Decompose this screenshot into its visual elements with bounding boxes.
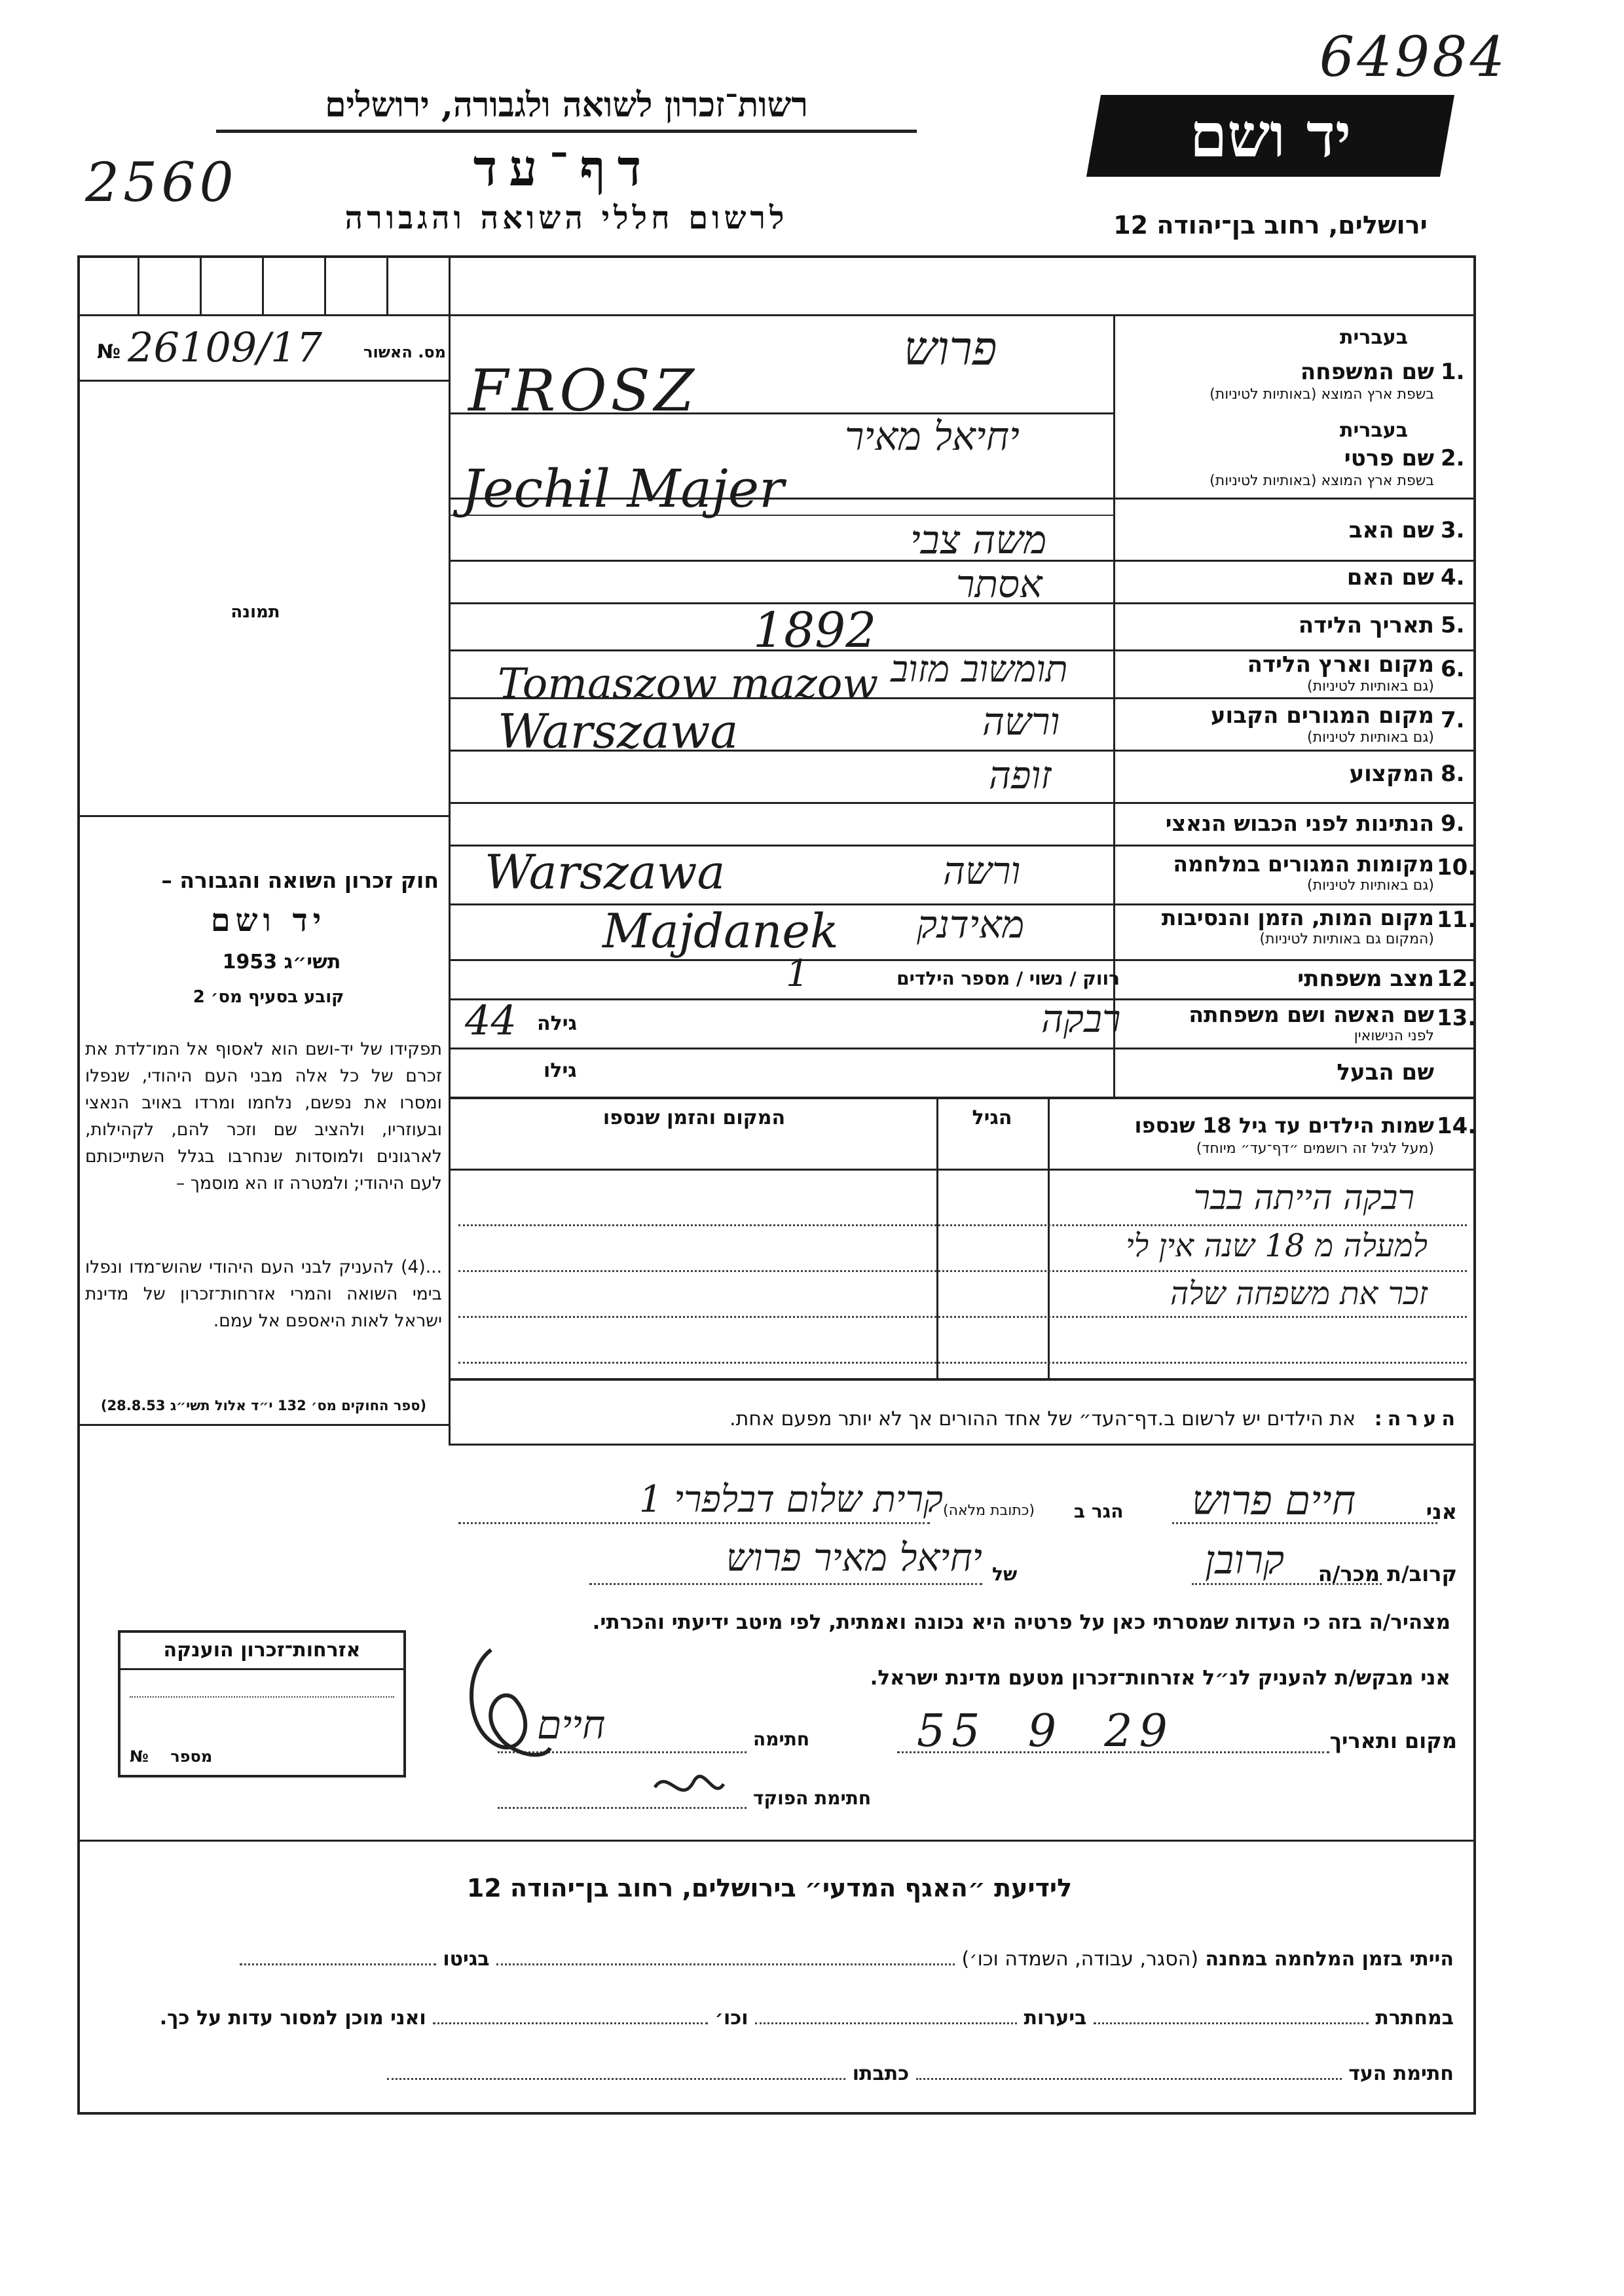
law-title: חוק זכרון השואה והגבורה –: [161, 867, 439, 893]
law-clause-ref: קובע בסעיף מס׳ 2: [193, 987, 344, 1007]
field-1-lang: בעברית: [1340, 326, 1408, 349]
field-4-label: שם האם: [1346, 564, 1434, 591]
child-line-2: למעלה מ 18 שנה אין לי: [1126, 1228, 1428, 1264]
field-13-sub: לפני הנישואין: [1354, 1028, 1434, 1044]
approval-number-value: 26109/17: [128, 323, 323, 371]
field-13-label: שם האשה ושם משפחתה: [1189, 1002, 1434, 1027]
field-2-hebrew-value: יחיאל מאיר: [845, 414, 1020, 460]
law-name: יד ושם: [210, 902, 327, 939]
child-line-1: רבקה הייתה בבר: [1193, 1178, 1414, 1218]
field-11-label: מקום המות, הזמן והנסיבות: [1161, 905, 1434, 930]
approval-number-prefix: №: [97, 340, 121, 363]
date-value: 55 9 29: [917, 1705, 1174, 1757]
law-year-row: 1953 תשי״ג: [222, 951, 341, 974]
note-row: [458, 1408, 1460, 1430]
field-7-hebrew-value: ורשה: [982, 699, 1060, 744]
field-13-number: 13.: [1437, 1005, 1477, 1031]
field-1-latin-value: FROSZ: [468, 357, 698, 424]
field-1-sub: בשפת ארץ המוצא (באותיות לטיניות): [1209, 386, 1434, 403]
field-13-value: רבקה: [1041, 996, 1121, 1041]
citizenship-box: [118, 1630, 406, 1777]
signature-label: חתימה: [753, 1728, 810, 1750]
field-10-latin-value: Warszawa: [485, 845, 726, 900]
field-7-label: מקום המגורים הקבוע: [1210, 702, 1434, 729]
field-12-label: מצב משפחתי: [1297, 966, 1434, 992]
footer-line-3: חתימת העד כתבתו: [92, 2062, 1454, 2085]
field-2-sub: בשפת ארץ המוצא (באותיות לטיניות): [1209, 473, 1434, 489]
law-text-1: תפקידו של יד-ושם הוא לאסוף אל המו־לדת את זכרם של כל אלה מבני העם היהודי, שנפלו ומסרו את נפשם, נלחמו ומרדו באויב הנאצי ובעוזריו, ולהציב שם וזכר להם, לקהילות, לארגונים ולמוסדות שנחרבו בגלל השתייכותם לעם היהודי; ולמטרה זו הא מוסמך –: [85, 1039, 442, 1194]
field-1-number: 1.: [1441, 359, 1465, 385]
field-2-lang: בעברית: [1340, 419, 1408, 442]
field-5-number: 5.: [1441, 612, 1465, 638]
field-10-sub: (גם באותיות לטיניות): [1307, 877, 1434, 894]
children-age-header: הגיל: [972, 1106, 1012, 1129]
declaration-1: מצהיר/ה בזה כי העדות שמסרתי כאן על פרטיה היא נכונה ואמתית, לפי מיטב ידיעתי והכרתי.: [592, 1611, 1450, 1634]
declarant-i-label: אני: [1426, 1499, 1457, 1524]
field-12-number: 12.: [1437, 966, 1477, 992]
citizenship-number-prefix: №: [130, 1747, 149, 1766]
field-9-number: 9.: [1441, 811, 1465, 837]
archive-number: 64984: [1319, 25, 1507, 89]
husband-age-label: גילו: [544, 1059, 577, 1082]
field-6-label: מקום וארץ הלידה: [1247, 651, 1434, 678]
children-sub: (מעל לגיל זה רושמים ״דף־עד״ מיוחד): [1196, 1140, 1434, 1157]
photo-label: תמונה: [231, 602, 280, 622]
sheet-title: דף־עד: [473, 139, 654, 197]
note-text: את הילדים יש לרשום ב.דף־העד״ של אחד ההורים אך לא יותר מפעם אחת.: [729, 1408, 1356, 1430]
field-3-label: שם האב: [1348, 517, 1434, 543]
declaration-2: אני מבקש/ת להעניק לנ״ל אזרחות־זכרון מטעם מדינת ישראל.: [870, 1666, 1450, 1690]
field-1-label: שם המשפחה: [1300, 359, 1434, 385]
field-7-sub: (גם באותיות לטיניות): [1307, 729, 1434, 746]
field-4-value: אסתר: [956, 562, 1043, 606]
footer-title: לידיעת ״האגף המדעי״ בירושלים, רחוב בן־יהודה 12: [466, 1874, 1073, 1903]
children-count: 1: [786, 953, 809, 995]
signature-flourish: [452, 1630, 557, 1783]
declarant-address-hint: (כתובת מלאה): [943, 1503, 1035, 1519]
yad-vashem-logo: יד ושם: [1086, 95, 1454, 177]
children-place-header: המקום והזמן שנספו: [602, 1106, 786, 1129]
field-10-label: מקומות המגורים במלחמה: [1173, 851, 1434, 877]
wife-age-label: גילה: [537, 1012, 577, 1035]
law-text-2: ...(4) להעניק לבני העם היהודי שהוש־מדו ונפלו בימי השואה והמרי אזרחות־זכרון של מדינת ישראל לאות היאספם אל עמם.: [85, 1257, 442, 1331]
note-label: הערה:: [1374, 1408, 1460, 1430]
wife-age-value: 44: [465, 996, 517, 1044]
field-6-number: 6.: [1441, 656, 1465, 682]
place-date-label: מקום ותאריך: [1329, 1728, 1457, 1753]
field-11-sub: (המקום גם באותיות לטיניות): [1259, 931, 1434, 947]
signature-value: חיים: [537, 1702, 606, 1748]
field-14-number: 14.: [1437, 1113, 1477, 1139]
field-1-hebrew-value: פרוש: [904, 321, 997, 376]
officer-signature-label: חתימת הפוקד: [753, 1787, 872, 1809]
field-6-latin-value: Tomaszow mazow: [498, 660, 879, 708]
field-11-latin-value: Majdanek: [602, 903, 839, 958]
declarant-resident-label: הגר ב: [1074, 1501, 1124, 1522]
citizenship-number-label: מספר: [170, 1747, 213, 1766]
field-2-number: 2.: [1441, 445, 1465, 471]
field-5-value: 1892: [753, 602, 877, 659]
field-6-hebrew-value: תומשוב מזוב: [891, 648, 1068, 691]
field-10-hebrew-value: ורשה: [943, 848, 1021, 893]
of-label: של: [992, 1563, 1018, 1585]
footer-line-1: הייתי בזמן המלחמה במחנה (הסגר, עבודה, השמדה וכו׳) בגיטו: [92, 1948, 1454, 1971]
citizenship-box-title: אזרחות־זכרון הוענקה: [120, 1633, 403, 1670]
field-3-value: משה צבי: [910, 517, 1047, 563]
field-2-label: שם פרטי: [1344, 445, 1434, 471]
field-8-label: המקצוע: [1349, 761, 1434, 787]
address: ירושלים, רחוב בן־יהודה 12: [1113, 211, 1428, 240]
family-status-label: רווק / נשוי / מספר הילדים: [896, 968, 1120, 989]
declarant-address: קרית שלום דבלפרי 1: [638, 1478, 943, 1521]
deceased-name: יחיאל מאיר פרוש: [726, 1535, 982, 1580]
husband-label: שם הבעל: [1337, 1059, 1434, 1085]
field-3-number: 3.: [1441, 517, 1465, 543]
relation-value: קרובן: [1205, 1537, 1285, 1583]
margin-number: 2560: [85, 152, 238, 214]
sheet-subtitle: לרשום חללי השואה והגבורה: [344, 200, 788, 236]
field-11-hebrew-value: מאידנק: [917, 902, 1025, 947]
field-6-sub: (גם באותיות לטיניות): [1307, 678, 1434, 695]
field-8-value: זופה: [989, 753, 1052, 797]
field-7-latin-value: Warszawa: [498, 704, 739, 759]
field-8-number: 8.: [1441, 761, 1465, 787]
field-11-number: 11.: [1437, 907, 1477, 933]
law-source: (ספר החוקים מס׳ 132 י״ד אלול תשי״ג 28.8.53): [100, 1398, 427, 1413]
field-9-label: הנתינות לפני הכבוש הנאצי: [1165, 811, 1434, 836]
field-2-latin-value: Jechil Majer: [462, 458, 784, 519]
children-label: שמות הילדים עד גיל 18 שנספו: [1134, 1113, 1434, 1138]
relation-label: קרוב/ת מכר/ה: [1318, 1561, 1457, 1586]
authority-title: רשות־זכרון לשואה ולגבורה, ירושלים: [325, 85, 808, 125]
field-4-number: 4.: [1441, 564, 1465, 591]
officer-signature-mark: [648, 1761, 727, 1816]
field-5-label: תאריך הלידה: [1298, 612, 1434, 638]
footer-line-2: במחתרת ביערות וכו׳ ואני מוכן למסור עדות על כך.: [159, 2007, 1454, 2030]
approval-number-label: מס. האשור: [363, 343, 446, 361]
field-10-number: 10.: [1437, 854, 1477, 881]
declarant-name: חיים פרוש: [1192, 1476, 1356, 1524]
field-7-number: 7.: [1441, 707, 1465, 733]
child-line-3: זכר את משפחה שלה: [1170, 1275, 1428, 1312]
